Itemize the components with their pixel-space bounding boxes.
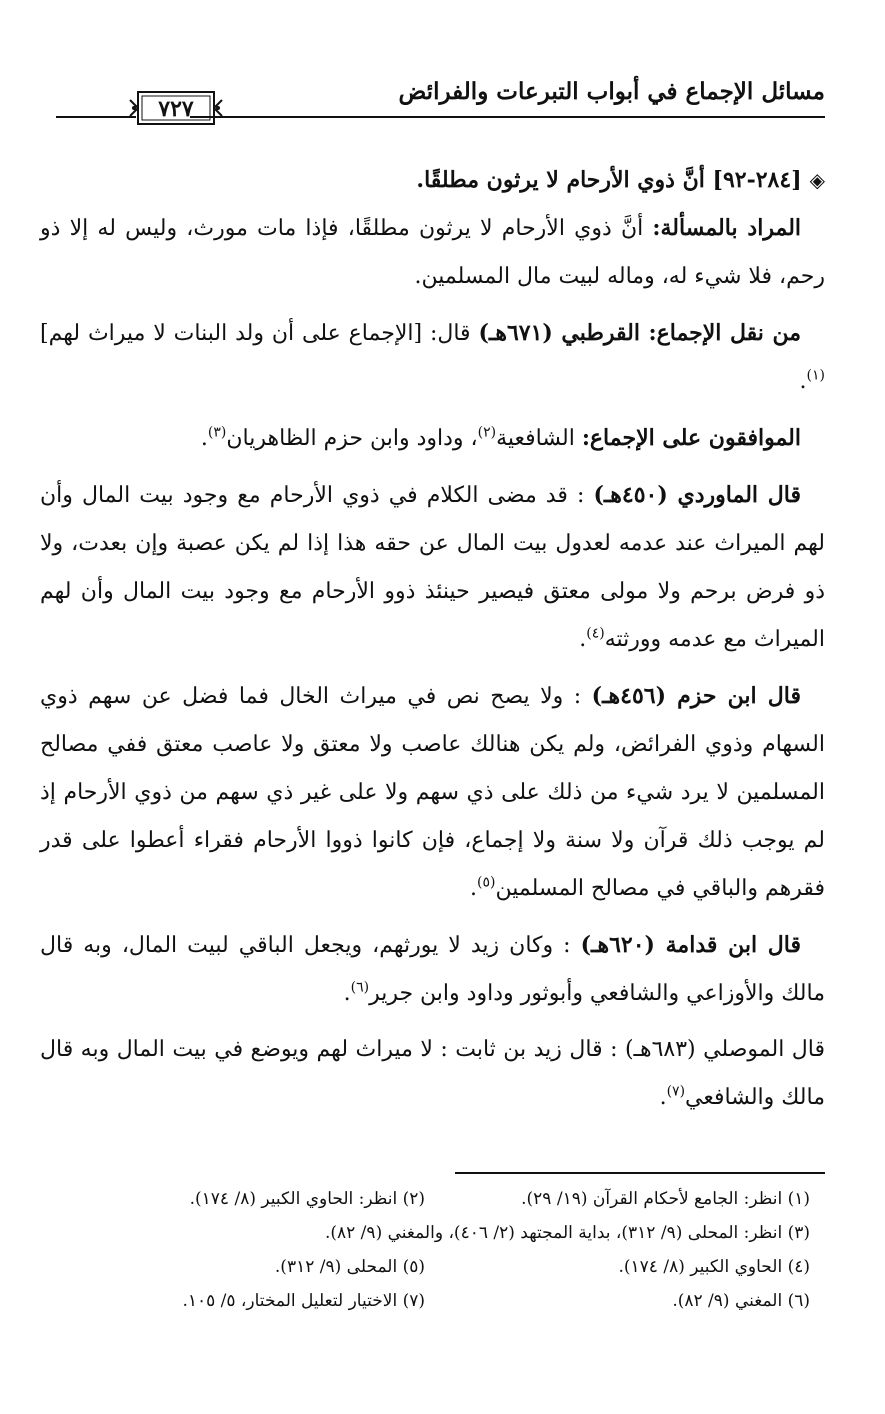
paragraph-text: قال: [الإجماع على أن ولد البنات لا ميراث لهم] <box>40 321 479 346</box>
footnote-item: (٦) المغني (٩/ ٨٢). <box>672 1291 810 1311</box>
paragraph-tail: . <box>659 1085 667 1110</box>
diamond-bullet-icon: ◈ <box>809 168 825 192</box>
footnote-marker[interactable]: (٣) <box>207 424 227 441</box>
main-text <box>40 158 825 1130</box>
issue-heading <box>40 158 825 202</box>
page-header <box>40 72 825 132</box>
footnote-marker[interactable]: (٧) <box>666 1083 686 1100</box>
paragraph-ibn-qudama <box>40 921 825 1018</box>
paragraph-tail: . <box>470 876 478 901</box>
header-rule <box>190 116 825 118</box>
paragraph-text: الشافعية <box>496 426 582 451</box>
paragraph-agreeing-parties <box>40 414 825 463</box>
footnote-row <box>40 1182 810 1216</box>
footnote-item: (٢) انظر: الحاوي الكبير (٨/ ١٧٤). <box>189 1189 425 1209</box>
footnote-marker[interactable]: (٦) <box>350 979 370 996</box>
footnote-item: (١) انظر: الجامع لأحكام القرآن (١٩/ ٢٩). <box>521 1189 810 1209</box>
running-title: مسائل الإجماع في أبواب التبرعات والفرائض <box>398 78 825 105</box>
paragraph-text: أنَّ ذوي الأرحام لا يرثون مطلقًا، فإذا مات مورث، وليس له إلا ذو رحم، فلا شيء له، وماله لبيت مال المسلمين. <box>40 216 825 289</box>
footnote-item: (٤) الحاوي الكبير (٨/ ١٧٤). <box>618 1257 810 1277</box>
footnote-item: (٣) انظر: المحلى (٩/ ٣١٢)، بداية المجتهد (٢/ ٤٠٦)، والمغني (٩/ ٨٢). <box>324 1223 810 1243</box>
footnote-marker[interactable]: (١) <box>806 367 825 384</box>
paragraph-tail: . <box>200 426 208 451</box>
footnote-item: (٥) المحلى (٩/ ٣١٢). <box>274 1257 425 1277</box>
paragraph-mawsili <box>40 1026 825 1122</box>
paragraph-lead: قال الماوردي (٤٥٠هـ) <box>593 482 801 508</box>
footnote-row <box>40 1216 810 1250</box>
footnote-row <box>40 1284 810 1318</box>
header-rule-left <box>56 116 136 118</box>
footnote-marker[interactable]: (٥) <box>477 874 496 891</box>
issue-heading-text: [٢٨٤-٩٢] أنَّ ذوي الأرحام لا يرثون مطلقًا. <box>416 167 802 193</box>
footnote-separator <box>455 1172 825 1174</box>
footnote-row <box>40 1250 810 1284</box>
paragraph-tail: . <box>799 369 807 394</box>
footnote-item: (٧) الاختيار لتعليل المختار، ٥/ ١٠٥. <box>182 1291 425 1311</box>
paragraph-text: : قد مضى الكلام في ذوي الأرحام مع وجود بيت المال وأن لهم الميراث عند عدمه لعدول بيت المال عن حقه هذا إذا لم يكن عصبة وإن بعدت، ولا ذو فرض برحم ولا مولى معتق فيصير حينئذ ذوو الأرحام مع وجود بيت المال وأن لهم الميراث مع عدمه وورثته <box>40 483 825 652</box>
paragraph-lead: قال ابن حزم (٤٥٦هـ) <box>591 683 801 709</box>
paragraph-text: : ولا يصح نص في ميراث الخال فما فضل عن سهم ذوي السهام وذوي الفرائض، ولم يكن هنالك عاصب ولا معتق ولا عاصب معتق ففي مصالح المسلمين لا يرد شيء من ذلك على ذي سهم ولا على غير ذي سهم من ذوي الأرحام إذ لم يوجب ذلك قرآن ولا سنة ولا إجماع، فإن كانوا ذووا الأرحام فقراء أعطوا على قدر فقرهم والباقي في مصالح المسلمين <box>40 684 825 901</box>
paragraph-tail: ، وداود وابن حزم الظاهريان <box>226 426 478 451</box>
paragraph-mawardi <box>40 471 825 664</box>
page-number: ٧٢٧ <box>158 96 194 122</box>
paragraph-text: : وكان زيد لا يورثهم، ويجعل الباقي لبيت المال، وبه قال مالك والأوزاعي والشافعي وأبوثور وداود وابن جرير <box>40 933 825 1006</box>
footnote-marker[interactable]: (٢) <box>477 424 497 441</box>
paragraph-consensus-transmitter <box>40 309 825 406</box>
paragraph-tail: . <box>579 627 587 652</box>
paragraph-text: قال الموصلي (٦٨٣هـ) : قال زيد بن ثابت : لا ميراث لهم ويوضع في بيت المال وبه قال مالك والشافعي <box>40 1037 825 1110</box>
paragraph-lead: من نقل الإجماع: القرطبي (٦٧١هـ) <box>478 320 801 346</box>
paragraph-lead: قال ابن قدامة (٦٢٠هـ) <box>580 932 801 958</box>
page-number-frame <box>128 88 224 128</box>
paragraph-lead: المراد بالمسألة: <box>652 215 802 241</box>
footnote-marker[interactable]: (٤) <box>586 625 605 642</box>
paragraph-lead: الموافقون على الإجماع: <box>581 425 801 451</box>
paragraph-ibn-hazm <box>40 672 825 913</box>
paragraph-intended-meaning <box>40 204 825 301</box>
footnotes <box>40 1182 810 1318</box>
paragraph-tail: . <box>343 981 351 1006</box>
